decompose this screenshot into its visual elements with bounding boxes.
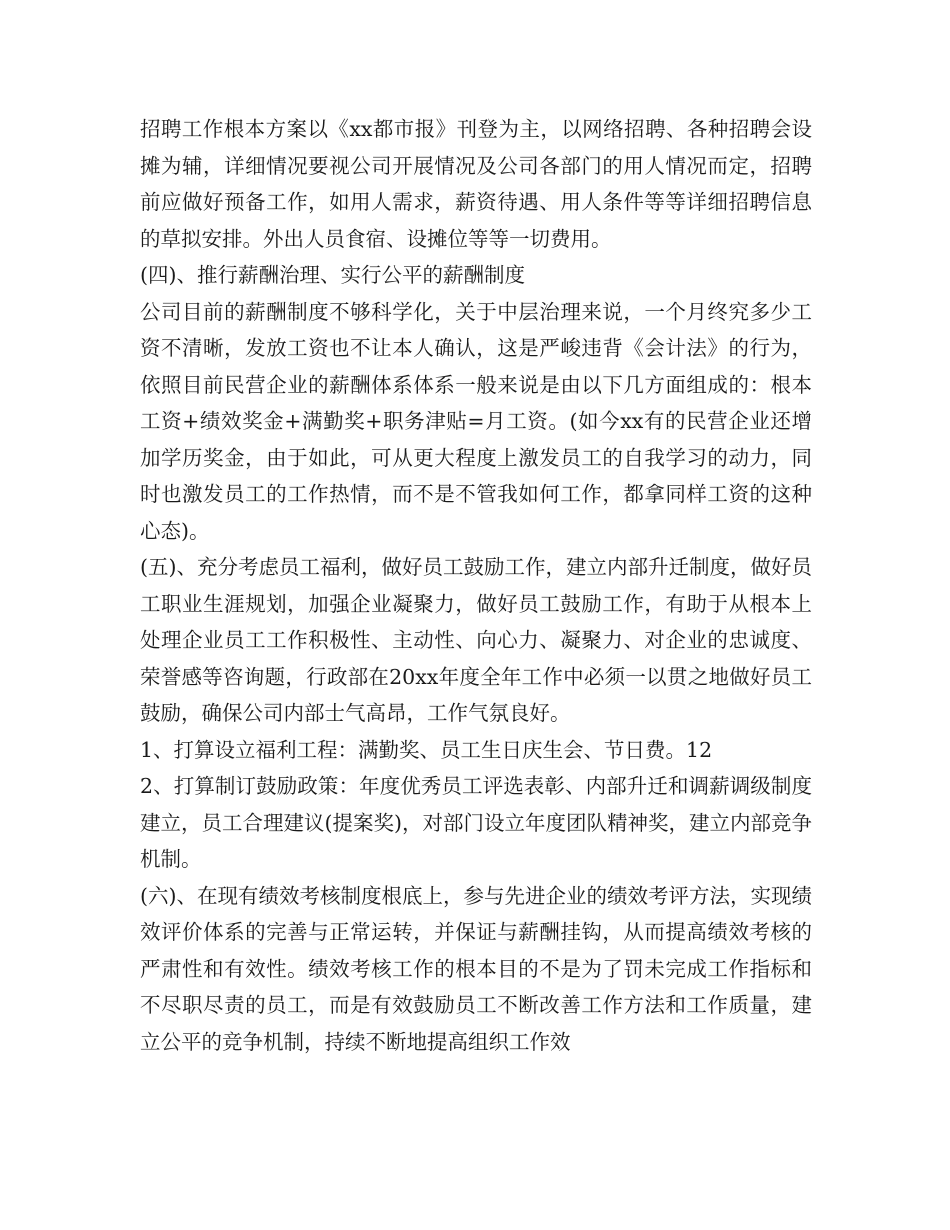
list-item-welfare-project: 1、打算设立福利工程：满勤奖、员工生日庆生会、节日费。12 — [140, 737, 713, 762]
heading-performance-appraisal: (六)、在现有绩效考核制度根底上，参与先进企业的绩效考评方法，实现绩效评价体系的完善与正常运转，并保证与薪酬挂钩，从而提高绩效考核的严肃性和有效性。绩效考核工作的根本目的不是为了罚未完成工作指标和不尽职尽责的员工，而是有效鼓励员工不断改善工作方法和工作质量，建立公平的竞争机制，持续不断地提高组织工作效 — [140, 883, 812, 1054]
heading-employee-welfare: (五)、充分考虑员工福利，做好员工鼓励工作，建立内部升迁制度，做好员工职业生涯规划，加强企业凝聚力，做好员工鼓励工作，有助于从根本上处理企业员工工作积极性、主动性、向心力、凝聚力、对企业的忠诚度、荣誉感等咨询题，行政部在20xx年度全年工作中必须一以贯之地做好员工鼓励，确保公司内部士气高昂，工作气氛良好。 — [140, 555, 812, 725]
paragraph-salary-system: 公司目前的薪酬制度不够科学化，关于中层治理来说，一个月终究多少工资不清晰，发放工资也不让本人确认，这是严峻违背《会计法》的行为，依照目前民营企业的薪酬体系体系一般来说是由以下几方面组成的：根本工资+绩效奖金+满勤奖+职务津贴=月工资。(如今xx有的民营企业还增加学历奖金，由于如此，可从更大程度上激发员工的自我学习的动力，同时也激发员工的工作热情，而不是不管我如何工作，都拿同样工资的这种心态)。 — [140, 299, 812, 543]
list-item-incentive-policy: 2、打算制订鼓励政策：年度优秀员工评选表彰、内部升迁和调薪调级制度建立，员工合理建议(提案奖)，对部门设立年度团队精神奖，建立内部竞争机制。 — [140, 774, 812, 871]
paragraph-recruitment-plan: 招聘工作根本方案以《xx都市报》刊登为主，以网络招聘、各种招聘会设摊为辅，详细情况要视公司开展情况及公司各部门的用人情况而定，招聘前应做好预备工作，如用人需求，薪资待遇、用人条件等等详细招聘信息的草拟安排。外出人员食宿、设摊位等等一切费用。 — [140, 117, 812, 251]
document-body — [140, 111, 812, 1060]
heading-salary-management: (四)、推行薪酬治理、实行公平的薪酬制度 — [140, 263, 525, 287]
